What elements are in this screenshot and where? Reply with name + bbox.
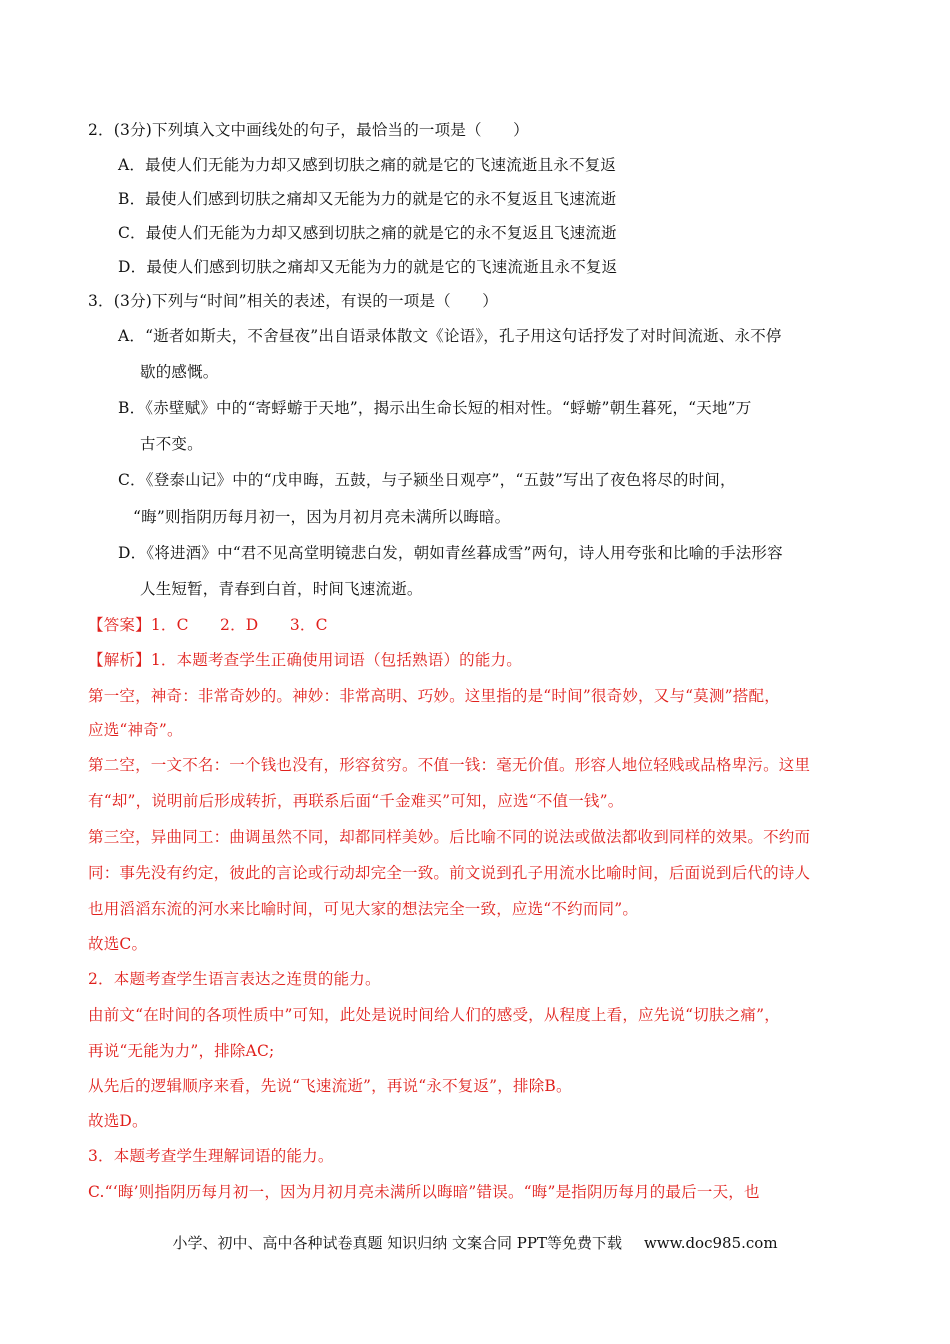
analysis-line-11: 由前文“在时间的各项性质中”可知，此处是说时间给人们的感受，从程度上看，应先说“切肤之痛”，	[88, 1006, 780, 1024]
question-3-option-b-line1: B．《赤壁赋》中的“寄蜉蝣于天地”，揭示出生命长短的相对性。“蜉蝣”朝生暮死，“天地”万	[118, 399, 752, 417]
analysis-line-2: 第一空，神奇：非常奇妙的。神妙：非常高明、巧妙。这里指的是“时间”很奇妙，又与“莫测”搭配，	[88, 687, 780, 705]
answer-text: 1．C 2．D 3．C	[150, 616, 328, 634]
question-2-stem: 2．(3分)下列填入文中画线处的句子，最恰当的一项是（ ）	[88, 121, 529, 139]
answer-line	[88, 615, 328, 635]
footer-text: 小学、初中、高中各种试卷真题 知识归纳 文案合同 PPT等免费下载	[172, 1234, 622, 1252]
analysis-line-4: 第二空，一文不名：一个钱也没有，形容贫穷。不值一钱：毫无价值。形容人地位轻贱或品格卑污。这里	[88, 756, 811, 774]
analysis-label: 【解析】	[88, 651, 151, 669]
analysis-line-10: 2．本题考查学生语言表达之连贯的能力。	[88, 970, 381, 988]
question-3-stem: 3．(3分)下列与“时间”相关的表述，有误的一项是（ ）	[88, 292, 498, 310]
question-2-option-a: A．最使人们无能为力却又感到切肤之痛的就是它的飞速流逝且永不复返	[118, 156, 617, 174]
analysis-line-1	[88, 650, 522, 670]
analysis-line-6: 第三空，异曲同工：曲调虽然不同，却都同样美妙。后比喻不同的说法或做法都收到同样的效果。不约而	[88, 828, 811, 846]
analysis-line-5: 有“却”，说明前后形成转折，再联系后面“千金难买”可知，应选“不值一钱”。	[88, 792, 624, 810]
question-3-option-d-line2: 人生短暂，青春到白首，时间飞速流逝。	[140, 580, 423, 598]
analysis-line-15: 3．本题考查学生理解词语的能力。	[88, 1147, 334, 1165]
page-footer	[0, 1232, 950, 1253]
question-3-option-c-line1: C．《登泰山记》中的“戊申晦，五鼓，与子颍坐日观亭”，“五鼓”写出了夜色将尽的时间，	[118, 471, 736, 489]
question-3-option-b-line2: 古不变。	[140, 435, 203, 453]
analysis-text: 1．本题考查学生正确使用词语（包括熟语）的能力。	[150, 651, 522, 669]
question-3-option-d-line1: D．《将进酒》中“君不见高堂明镜悲白发，朝如青丝暮成雪”两句，诗人用夸张和比喻的手法形容	[118, 544, 783, 562]
analysis-line-7: 同：事先没有约定，彼此的言论或行动却完全一致。前文说到孔子用流水比喻时间，后面说到后代的诗人	[88, 864, 811, 882]
analysis-line-8: 也用滔滔东流的河水来比喻时间，可见大家的想法完全一致，应选“不约而同”。	[88, 900, 639, 918]
analysis-line-16: C.“‘晦’则指阴历每月初一，因为月初月亮未满所以晦暗”错误。“晦”是指阴历每月的最后一天，也	[88, 1183, 760, 1201]
analysis-line-3: 应选“神奇”。	[88, 721, 183, 739]
analysis-line-14: 故选D。	[88, 1112, 148, 1130]
analysis-line-12: 再说“无能为力”，排除AC;	[88, 1042, 275, 1060]
question-3-option-a-line2: 歇的感慨。	[140, 363, 219, 381]
question-2-option-d: D．最使人们感到切肤之痛却又无能为力的就是它的飞速流逝且永不复返	[118, 258, 618, 276]
question-2-option-c: C．最使人们无能为力却又感到切肤之痛的就是它的永不复返且飞速流逝	[118, 224, 617, 242]
footer-url-link[interactable]: www.doc985.com	[643, 1234, 778, 1252]
question-3-option-a-line1: A．“逝者如斯夫，不舍昼夜”出自语录体散文《论语》，孔子用这句话抒发了对时间流逝、永不停	[118, 327, 782, 345]
answer-label: 【答案】	[88, 616, 151, 634]
analysis-line-9: 故选C。	[88, 935, 148, 953]
analysis-line-13: 从先后的逻辑顺序来看，先说“飞速流逝”，再说“永不复返”，排除B。	[88, 1077, 572, 1095]
question-2-option-b: B．最使人们感到切肤之痛却又无能为力的就是它的永不复返且飞速流逝	[118, 190, 617, 208]
question-3-option-c-line2: “晦”则指阴历每月初一，因为月初月亮未满所以晦暗。	[133, 508, 511, 526]
